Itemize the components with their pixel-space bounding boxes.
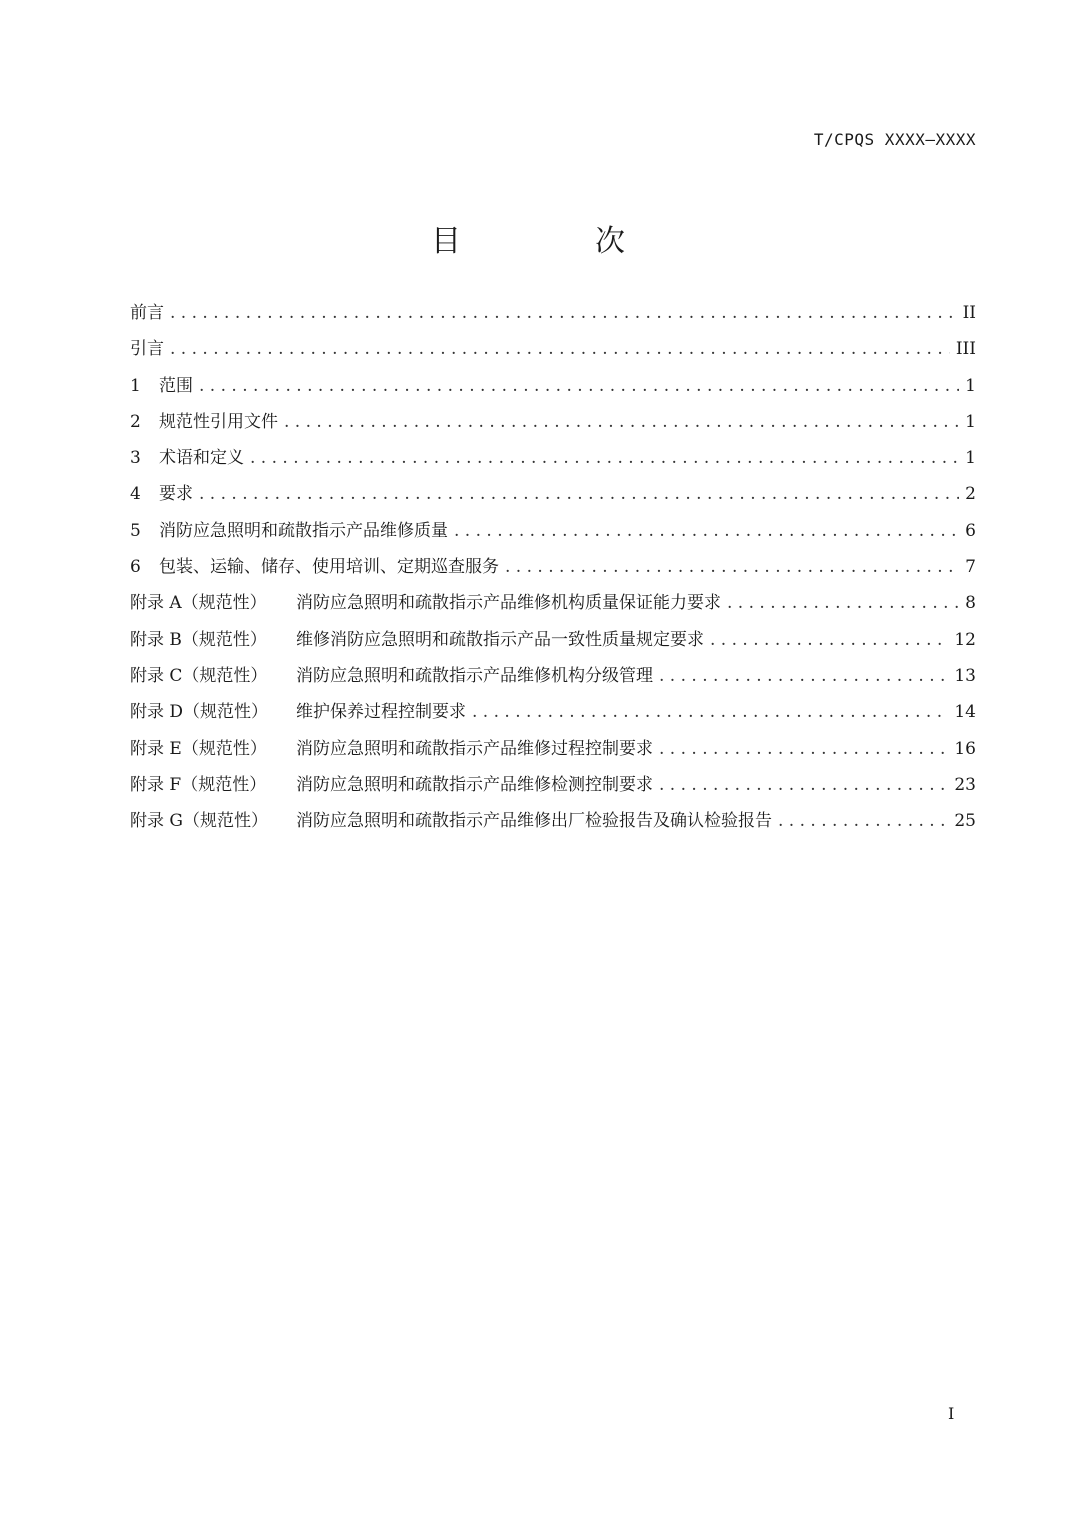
toc-entry-label: 包装、运输、储存、使用培训、定期巡查服务	[159, 557, 499, 578]
toc-entry-number: 2	[130, 411, 141, 432]
toc-entry-normative-references[interactable]	[130, 404, 976, 440]
toc-entry-page: 13	[954, 665, 976, 686]
toc-entry-terms[interactable]	[130, 440, 976, 476]
toc-entry-label: 术语和定义	[159, 448, 244, 469]
toc-entry-page: 25	[954, 811, 976, 832]
dot-leader	[727, 585, 959, 621]
dot-leader	[170, 331, 950, 367]
toc-entry-page: 14	[954, 702, 976, 723]
toc-entry-label: 要求	[159, 484, 193, 505]
toc-entry-requirements[interactable]	[130, 476, 976, 512]
toc-entry-number: 6	[130, 557, 141, 578]
table-of-contents	[130, 295, 976, 839]
toc-entry-number: 1	[130, 375, 141, 396]
toc-entry-preface[interactable]	[130, 295, 976, 331]
toc-entry-page: 16	[954, 738, 976, 759]
toc-entry-label: 规范性引用文件	[159, 411, 278, 432]
document-code: T/CPQS XXXX—XXXX	[813, 130, 976, 149]
toc-appendix-d[interactable]	[130, 694, 976, 730]
toc-entry-page: 1	[965, 375, 976, 396]
toc-appendix-c[interactable]	[130, 658, 976, 694]
toc-entry-page: 23	[954, 774, 976, 795]
dot-leader	[505, 549, 959, 585]
appendix-prefix: 附录 F（规范性）	[130, 774, 267, 795]
dot-leader	[710, 622, 948, 658]
toc-entry-page: 12	[954, 629, 976, 650]
toc-appendix-g[interactable]	[130, 803, 976, 839]
toc-entry-label: 维护保养过程控制要求	[296, 702, 466, 723]
toc-entry-label: 消防应急照明和疏散指示产品维修质量	[159, 520, 448, 541]
dot-leader	[170, 295, 957, 331]
toc-entry-label: 范围	[159, 375, 193, 396]
toc-appendix-e[interactable]	[130, 731, 976, 767]
toc-entry-introduction[interactable]	[130, 331, 976, 367]
dot-leader	[199, 476, 959, 512]
appendix-prefix: 附录 A（规范性）	[130, 593, 267, 614]
toc-appendix-a[interactable]	[130, 585, 976, 621]
toc-entry-scope[interactable]	[130, 368, 976, 404]
toc-title: 目 次	[431, 224, 677, 259]
toc-entry-number: 5	[130, 520, 141, 541]
toc-entry-page: 2	[965, 484, 976, 505]
appendix-prefix: 附录 D（规范性）	[130, 702, 269, 723]
toc-entry-page: 8	[965, 593, 976, 614]
toc-entry-label: 消防应急照明和疏散指示产品维修机构分级管理	[296, 665, 653, 686]
dot-leader	[472, 694, 948, 730]
toc-entry-label: 引言	[130, 339, 164, 360]
dot-leader	[284, 404, 959, 440]
toc-entry-page: 7	[965, 557, 976, 578]
toc-entry-page: II	[962, 303, 976, 323]
appendix-prefix: 附录 E（规范性）	[130, 738, 267, 759]
toc-entry-label: 前言	[130, 303, 164, 323]
toc-entry-repair-quality[interactable]	[130, 513, 976, 549]
dot-leader	[659, 658, 948, 694]
page-number: I	[948, 1404, 955, 1423]
toc-entry-label: 消防应急照明和疏散指示产品维修过程控制要求	[296, 738, 653, 759]
dot-leader	[250, 440, 959, 476]
toc-entry-page: 1	[965, 411, 976, 432]
toc-entry-packaging-service[interactable]	[130, 549, 976, 585]
toc-entry-page: III	[955, 339, 976, 360]
toc-entry-page: 1	[965, 448, 976, 469]
appendix-prefix: 附录 G（规范性）	[130, 811, 268, 832]
toc-appendix-f[interactable]	[130, 767, 976, 803]
appendix-prefix: 附录 B（规范性）	[130, 629, 267, 650]
toc-entry-label: 维修消防应急照明和疏散指示产品一致性质量规定要求	[296, 629, 704, 650]
toc-entry-label: 消防应急照明和疏散指示产品维修检测控制要求	[296, 774, 653, 795]
toc-entry-page: 6	[965, 520, 976, 541]
toc-entry-label: 消防应急照明和疏散指示产品维修机构质量保证能力要求	[296, 593, 721, 614]
dot-leader	[778, 803, 948, 839]
toc-entry-number: 3	[130, 448, 141, 469]
toc-appendix-b[interactable]	[130, 622, 976, 658]
appendix-prefix: 附录 C（规范性）	[130, 665, 268, 686]
dot-leader	[454, 513, 959, 549]
dot-leader	[199, 368, 959, 404]
dot-leader	[659, 767, 948, 803]
toc-entry-number: 4	[130, 484, 141, 505]
toc-entry-label: 消防应急照明和疏散指示产品维修出厂检验报告及确认检验报告	[296, 811, 772, 832]
dot-leader	[659, 731, 948, 767]
